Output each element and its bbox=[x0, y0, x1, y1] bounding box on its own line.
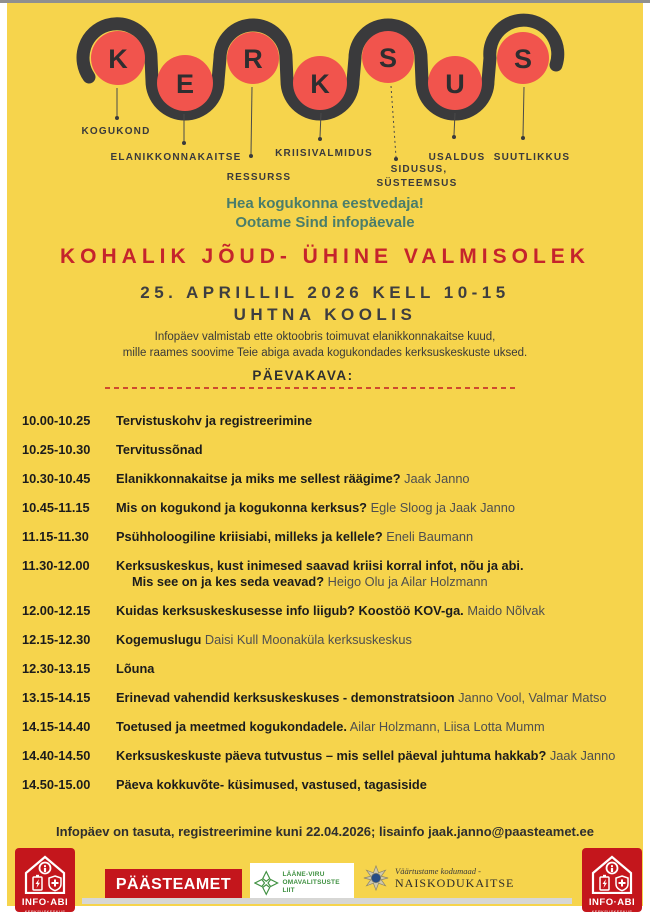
schedule-item-text: Tervitussõnad bbox=[116, 442, 203, 457]
schedule-item-text: Kuidas kerksuskeskusesse info liigub? Koostöö KOV-ga. Maido Nõlvak bbox=[116, 603, 545, 618]
naiskodukaitse-logo-name: NAISKODUKAITSE bbox=[395, 876, 515, 890]
leader-line bbox=[251, 87, 252, 154]
laane-viru-logo bbox=[250, 863, 354, 902]
schedule-row bbox=[22, 603, 629, 619]
schedule-row bbox=[22, 529, 629, 545]
schedule-item-text: Päeva kokkuvõte- küsimused, vastused, tagasiside bbox=[116, 777, 427, 792]
info-abi-logo-name: INFO·ABI bbox=[588, 897, 636, 908]
schedule-presenter: Daisi Kull Moonaküla kerksuskeskus bbox=[204, 632, 412, 647]
wave-label-sidusus: SIDUSUS, bbox=[390, 164, 448, 175]
leader-line bbox=[523, 87, 524, 136]
event-description bbox=[7, 329, 643, 361]
schedule-presenter: Jaak Janno bbox=[404, 471, 470, 486]
laane-viru-logo-line2: OMAVALITSUSTE LIIT bbox=[282, 878, 340, 894]
schedule-list bbox=[22, 413, 629, 806]
event-date: 25. APRILLIL 2026 KELL 10-15 bbox=[140, 283, 510, 302]
poster bbox=[7, 3, 643, 914]
leader-dot bbox=[521, 136, 525, 140]
wave-label-suutlikkus: SUUTLIKKUS bbox=[493, 152, 571, 163]
schedule-presenter: Jaak Janno bbox=[549, 748, 616, 763]
partner-logos-row bbox=[7, 846, 643, 916]
bubble-letter: E bbox=[175, 69, 195, 99]
naiskodukaitse-emblem-icon bbox=[363, 865, 389, 891]
paasteamet-logo-text: PÄÄSTEAMET bbox=[115, 875, 232, 893]
leader-line-dotted bbox=[391, 86, 396, 157]
schedule-presenter: Janno Vool, Valmar Matso bbox=[458, 690, 607, 705]
dashed-divider bbox=[105, 387, 517, 389]
schedule-item-text: Kerksuskeskuste päeva tutvustus – mis sellel päeval juhtuma hakkab? Jaak Janno bbox=[116, 748, 616, 763]
bubble-letter: U bbox=[445, 69, 465, 99]
schedule-item-text: Erinevad vahendid kerksuskeskuses - demonstratsioon Janno Vool, Valmar Matso bbox=[116, 690, 607, 705]
schedule-time: 13.15-14.15 bbox=[22, 690, 91, 705]
paasteamet-logo bbox=[105, 869, 242, 900]
schedule-time: 10.00-10.25 bbox=[22, 413, 91, 428]
kerksus-wave-graphic bbox=[0, 3, 650, 195]
schedule-item-text: Kerksuskeskus, kust inimesed saavad kriisi korral infot, nõu ja abi. Mis see on ja kes seda veavad? Heigo Olu ja Ailar Holzmann bbox=[116, 558, 524, 589]
schedule-item-text: Tervistuskohv ja registreerimine bbox=[116, 413, 313, 428]
schedule-presenter: Egle Sloog ja Jaak Janno bbox=[370, 500, 515, 515]
bubble-letter: S bbox=[513, 44, 533, 74]
info-abi-logo-subtitle: KERKSUSKESKUS bbox=[591, 909, 633, 914]
intro-line-1: Hea kogukonna eestvedaja! bbox=[226, 195, 424, 212]
wave-label-kriisivalmidus: KRIISIVALMIDUS bbox=[275, 148, 373, 159]
wave-label-susteemsus: SÜSTEEMSUS bbox=[376, 178, 458, 189]
laane-viru-emblem-icon bbox=[254, 870, 279, 896]
event-location: UHTNA KOOLIS bbox=[233, 305, 417, 324]
info-abi-house-icon bbox=[15, 848, 75, 894]
leader-dot bbox=[249, 154, 253, 158]
schedule-time: 10.30-10.45 bbox=[22, 471, 91, 486]
schedule-presenter: Heigo Olu ja Ailar Holzmann bbox=[327, 574, 488, 589]
schedule-presenter: Ailar Holzmann, Liisa Lotta Mumm bbox=[349, 719, 545, 734]
schedule-row bbox=[22, 690, 629, 706]
schedule-item-text: Mis on kogukond ja kogukonna kerksus? Egle Sloog ja Jaak Janno bbox=[116, 500, 515, 515]
schedule-row bbox=[22, 413, 629, 429]
schedule-time: 10.25-10.30 bbox=[22, 442, 91, 457]
info-abi-house-icon bbox=[582, 848, 642, 894]
laane-viru-logo-line1: LÄÄNE-VIRU bbox=[282, 870, 325, 878]
schedule-item-text: Psühholoogiline kriisiabi, milleks ja kellele? Eneli Baumann bbox=[116, 529, 474, 544]
leader-dot bbox=[115, 116, 119, 120]
schedule-time: 11.15-11.30 bbox=[22, 529, 89, 544]
schedule-item-text: Toetused ja meetmed kogukondadele. Ailar Holzmann, Liisa Lotta Mumm bbox=[116, 719, 545, 734]
schedule-time: 12.30-13.15 bbox=[22, 661, 91, 676]
info-abi-logo-subtitle: KERKSUSKESKUS bbox=[24, 909, 66, 914]
naiskodukaitse-logo bbox=[363, 865, 514, 891]
info-abi-logo-name: INFO·ABI bbox=[21, 897, 69, 908]
schedule-item-text: Lõuna bbox=[116, 661, 155, 676]
registration-note: Infopäev on tasuta, registreerimine kuni 22.04.2026; lisainfo jaak.janno@paasteamet.ee bbox=[56, 824, 594, 839]
schedule-row bbox=[22, 471, 629, 487]
schedule-time: 11.30-12.00 bbox=[22, 558, 90, 573]
wave-label-kogukond: KOGUKOND bbox=[81, 126, 151, 137]
leader-dot bbox=[394, 157, 398, 161]
naiskodukaitse-motto: Väärtustame kodumaad - bbox=[395, 866, 481, 876]
leader-dot bbox=[318, 137, 322, 141]
schedule-time: 12.15-12.30 bbox=[22, 632, 91, 647]
schedule-time: 14.40-14.50 bbox=[22, 748, 91, 763]
schedule-row bbox=[22, 777, 629, 793]
schedule-time: 14.50-15.00 bbox=[22, 777, 91, 792]
event-title: KOHALIK JÕUD- ÜHINE VALMISOLEK bbox=[60, 245, 590, 268]
description-line-1: Infopäev valmistab ette oktoobris toimuvat elanikkonnakaitse kuud, bbox=[154, 331, 496, 343]
intro-text bbox=[7, 194, 643, 232]
schedule-row bbox=[22, 500, 629, 516]
bubble-letter: R bbox=[243, 44, 263, 74]
schedule-item-text: Kogemuslugu Daisi Kull Moonaküla kerksuskeskus bbox=[116, 632, 412, 647]
scan-edge-artifact bbox=[82, 898, 572, 904]
intro-line-2: Ootame Sind infopäevale bbox=[235, 214, 415, 231]
schedule-time: 12.00-12.15 bbox=[22, 603, 91, 618]
schedule-row bbox=[22, 632, 629, 648]
description-line-2: mille raames soovime Teie abiga avada kogukondades kerksuskeskuste uksed. bbox=[122, 347, 528, 359]
leader-dot bbox=[452, 135, 456, 139]
schedule-row bbox=[22, 558, 629, 590]
schedule-presenter: Maido Nõlvak bbox=[467, 603, 545, 618]
info-abi-logo-right bbox=[582, 848, 642, 912]
wave-label-elanikkonnakaitse: ELANIKKONNAKAITSE bbox=[110, 152, 242, 163]
bubble-letter: S bbox=[378, 43, 398, 73]
schedule-row bbox=[22, 748, 629, 764]
schedule-row bbox=[22, 661, 629, 677]
schedule-row bbox=[22, 442, 629, 458]
wave-label-usaldus: USALDUS bbox=[428, 152, 486, 163]
schedule-presenter: Eneli Baumann bbox=[386, 529, 474, 544]
bubble-letter: K bbox=[108, 44, 128, 74]
bubble-letter: K bbox=[310, 69, 330, 99]
leader-dot bbox=[182, 141, 186, 145]
schedule-row bbox=[22, 719, 629, 735]
schedule-item-text: Elanikkonnakaitse ja miks me sellest räägime? Jaak Janno bbox=[116, 471, 470, 486]
schedule-time: 10.45-11.15 bbox=[22, 500, 90, 515]
wave-label-ressurss: RESSURSS bbox=[226, 172, 292, 183]
schedule-time: 14.15-14.40 bbox=[22, 719, 91, 734]
info-abi-logo-left bbox=[15, 848, 75, 912]
agenda-heading: PÄEVAKAVA: bbox=[252, 368, 354, 383]
